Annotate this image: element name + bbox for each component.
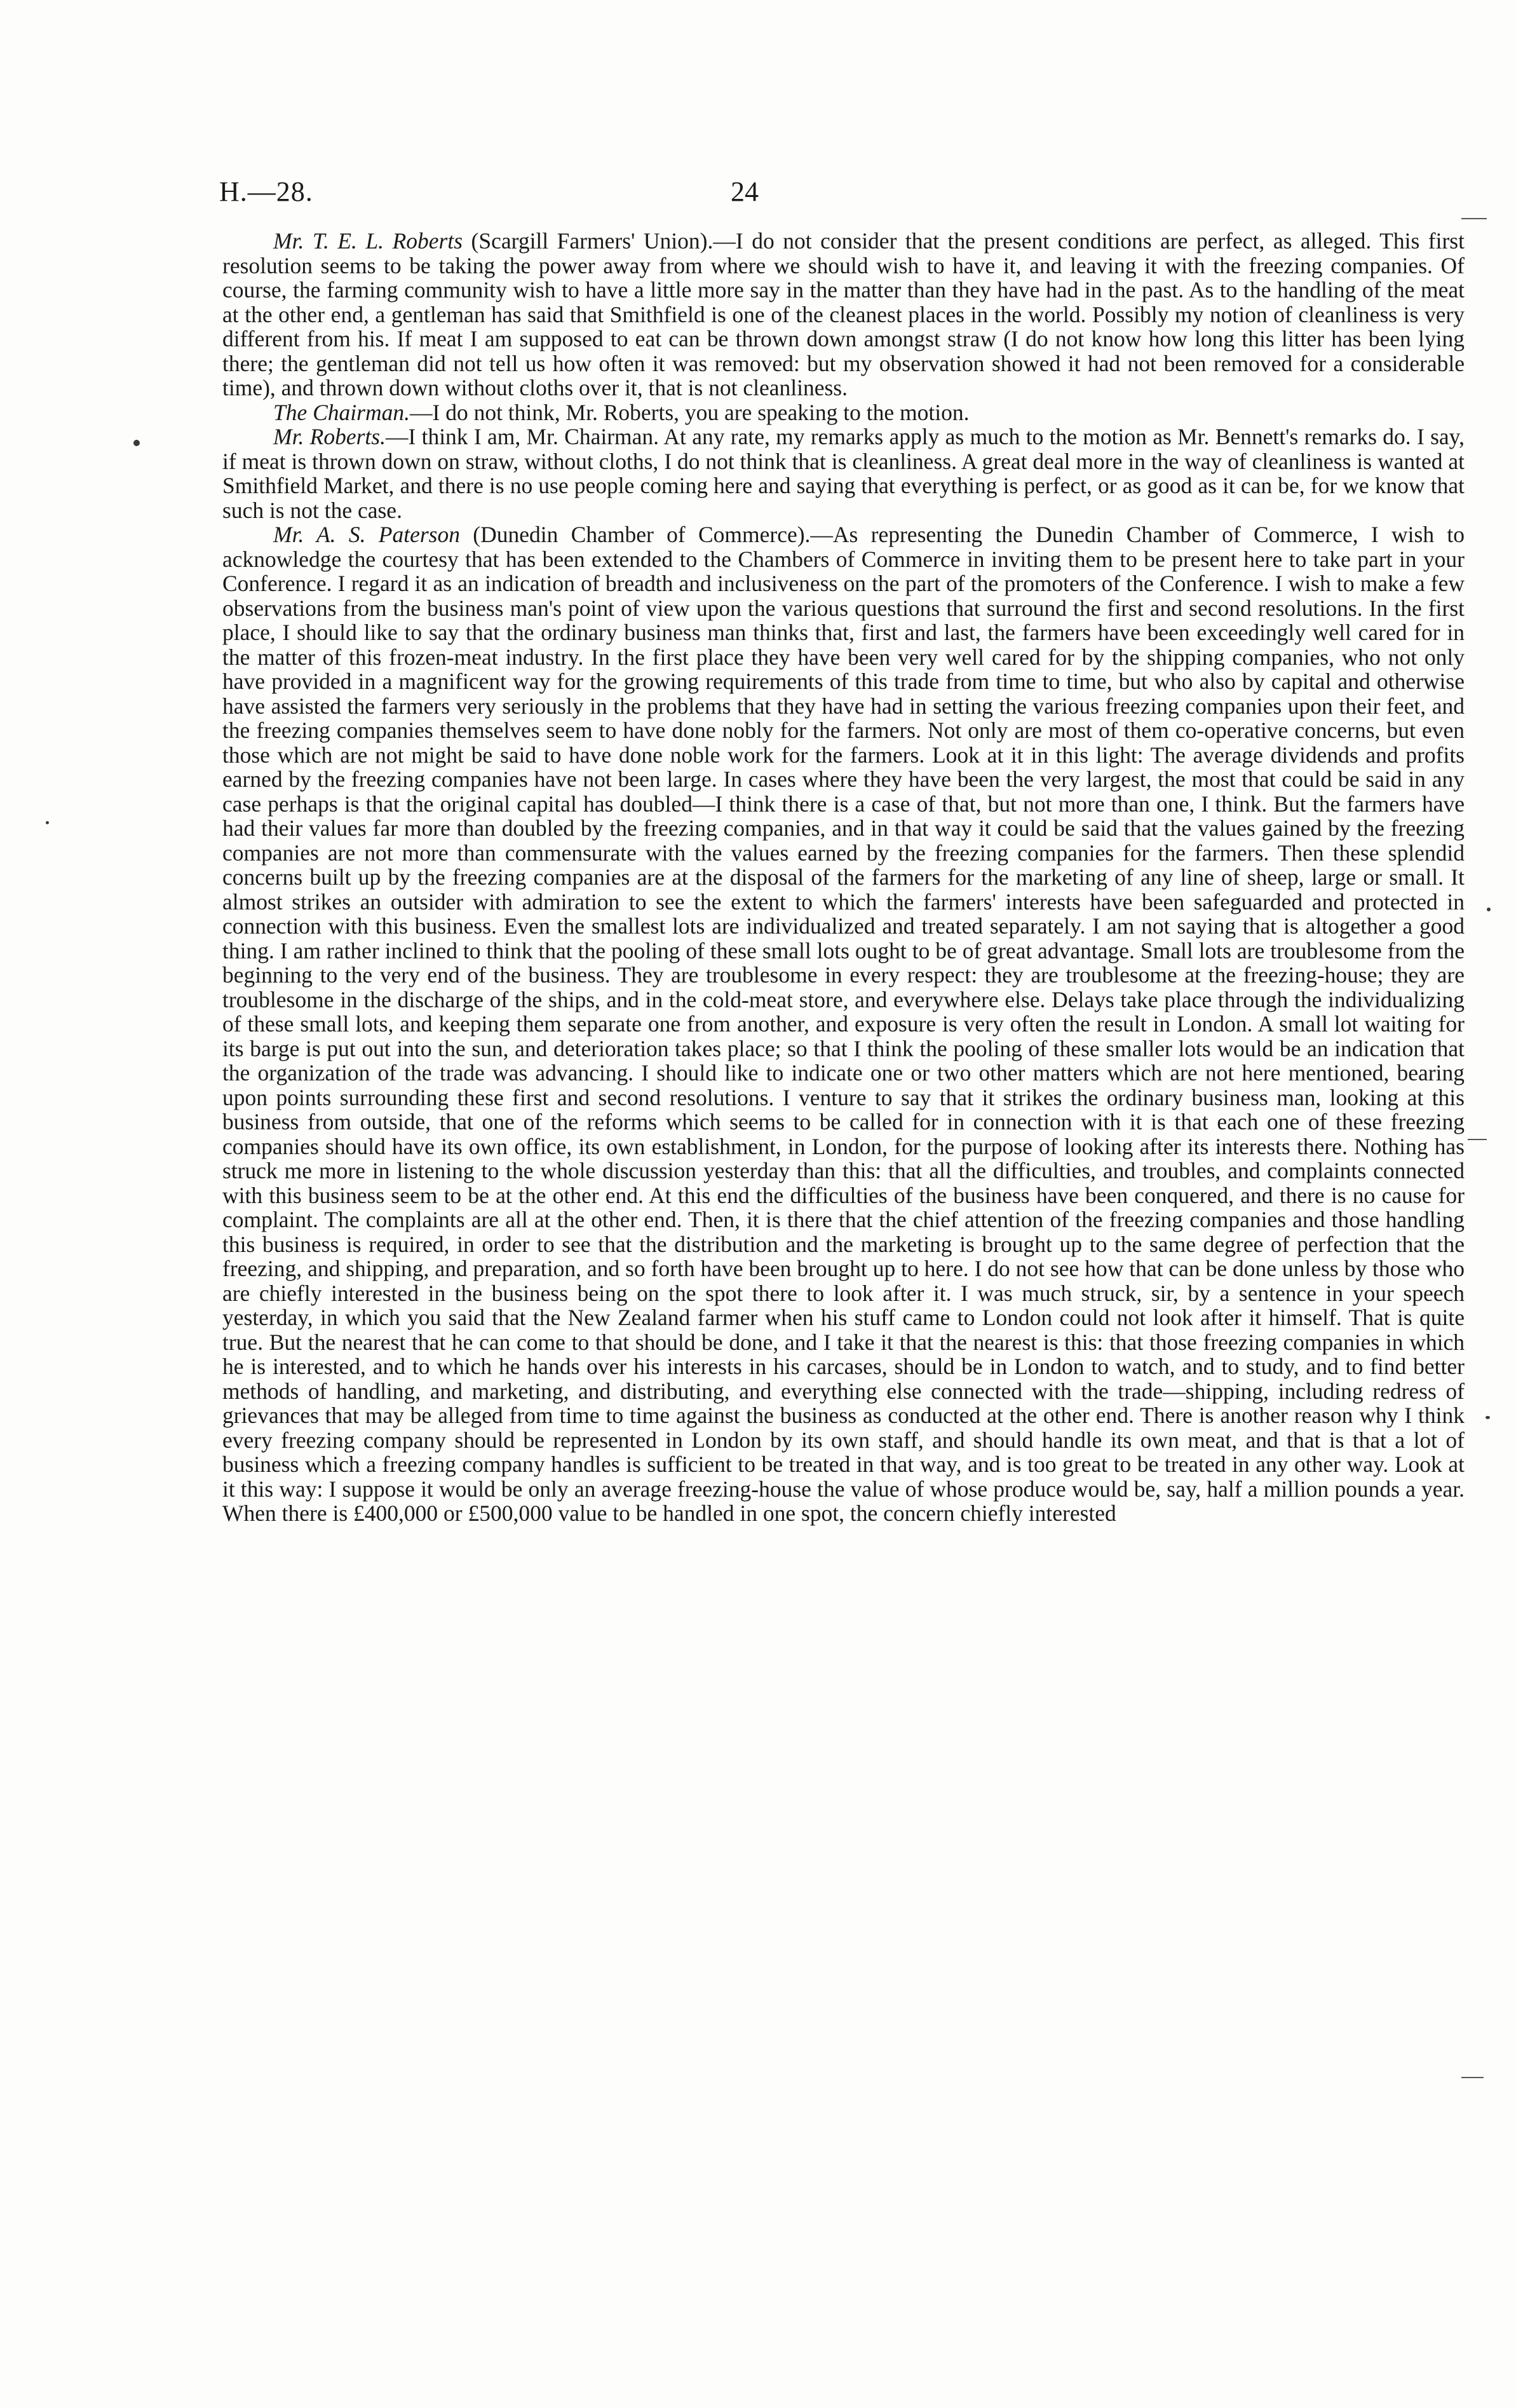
speaker-name: Mr. A. S. Paterson xyxy=(273,522,460,547)
paragraph-roberts-1 xyxy=(222,229,1465,400)
speaker-name: Mr. T. E. L. Roberts xyxy=(273,228,463,254)
scan-speck xyxy=(1487,908,1491,911)
paragraph-text: —I do not think, Mr. Roberts, you are speaking to the motion. xyxy=(410,399,970,425)
paragraph-chairman xyxy=(222,400,1465,425)
paragraph-text: —I think I am, Mr. Chairman. At any rate, my remarks apply as much to the motion as Mr. Bennett's remarks do. I say, if meat is thrown down on straw, without cloths, I do not think that is cleanliness. A great deal more in the way of cleanliness is wanted at Smithfield Market, and there is no use people coming here and saying that everything is perfect, or as good as it can be, for we know that such is not the case. xyxy=(222,424,1465,523)
scan-edge-mark xyxy=(1461,2077,1484,2078)
scan-speck xyxy=(46,821,49,824)
paragraph-text: (Dunedin Chamber of Commerce).—As representing the Dunedin Chamber of Commerce, I wish to acknowledge the courtesy that has been extended to the Chambers of Commerce in inviting them to be present here to take part in your Conference. I regard it as an indication of breadth and inclusiveness on the part of the promoters of the Conference. I wish to make a few observations from the business man's point of view upon the various questions that surround the first and second resolutions. In the first place, I should like to say that the ordinary business man thinks that, first and last, the farmers have been exceedingly well cared for in the matter of this frozen-meat industry. In the first place they have been very well cared for by the shipping companies, who not only have provided in a magnificent way for the growing requirements of this trade from time to time, but who also by capital and otherwise have assisted the farmers very seriously in the problems that they have had in setting the various freezing companies upon their feet, and the freezing companies themselves seem to have done nobly for the farmers. Not only are most of them co-operative concerns, but even those which are not might be said to have done noble work for the farmers. Look at it in this light: The average dividends and profits earned by the freezing companies have not been large. In cases where they have been the very largest, the most that could be said in any case perhaps is that the original capital has doubled—I think there is a case of that, but not more than one, I think. But the farmers have had their values far more than doubled by the freezing companies, and in that way it could be said that the values gained by the freezing companies are not more than commensurate with the values earned by the freezing companies for the farmers. Then these splendid concerns built up by the freezing companies are at the disposal of the farmers for the marketing of any line of sheep, large or small. It almost strikes an outsider with admiration to see the extent to which the farmers' interests have been safeguarded and protected in connection with this business. Even the smallest lots are individualized and treated separately. I am not saying that is altogether a good thing. I am rather inclined to think that the pooling of these small lots ought to be of great advantage. Small lots are troublesome from the beginning to the very end of the business. They are troublesome in every respect: they are troublesome at the freezing-house; they are troublesome in the discharge of the ships, and in the cold-meat store, and everywhere else. Delays take place through the individualizing of these small lots, and keeping them separate one from another, and exposure is very often the result in London. A small lot waiting for its barge is put out into the sun, and deterioration takes place; so that I think the pooling of these smaller lots would be an indication that the organization of the trade was advancing. I should like to indicate one or two other matters which are not here mentioned, bearing upon points surrounding these first and second resolutions. I venture to say that it strikes the ordinary business man, looking at this business from outside, that one of the reforms which seems to be called for in connection with it is that each one of these freezing companies should have its own office, its own establishment, in London, for the purpose of looking after its interests there. Nothing has struck me more in listening to the whole discussion yesterday than this: that all the difficulties, and troubles, and complaints connected with this business seem to be at the other end. At this end the difficulties of the business have been conquered, and there is no cause for complaint. The complaints are all at the other end. Then, it is there that the chief attention of the freezing companies and those handling this business is required, in order to see that the distribution and the marketing is brought up to the same degree of perfection that the freezing, and shipping, and preparation, and so forth have been brought up to here. I do not see how that can be done unless by those who are chiefly interested in the business being on the spot there to look after it. I was much struck, sir, by a sentence in your speech yesterday, in which you said that the New Zealand farmer when his stuff came to London could not look after it himself. That is quite true. But the nearest that he can come to that should be done, and I take it that the nearest is this: that those freezing companies in which he is interested, and to which he hands over his interests in his carcases, should be in London to watch, and to study, and to find better methods of handling, and marketing, and distributing, and everything else connected with the trade—shipping, including redress of grievances that may be alleged from time to time against the business as conducted at the other end. There is another reason why I think every freezing company should be represented in London by its own staff, and should handle its own meat, and that is that a lot of business which a freezing company handles is sufficient to be treated in that way, and is too great to be treated in any other way. Look at it this way: I suppose it would be only an average freezing-house the value of whose produce would be, say, half a million pounds a year. When there is £400,000 or £500,000 value to be handled in one spot, the concern chiefly interested xyxy=(222,522,1465,1526)
paragraph-roberts-2 xyxy=(222,425,1465,522)
speaker-name: The Chairman. xyxy=(273,399,410,425)
running-head xyxy=(219,173,1465,211)
paragraph-paterson xyxy=(222,522,1465,1526)
scan-speck xyxy=(133,440,140,446)
paragraph-text: (Scargill Farmers' Union).—I do not consider that the present conditions are perfect, as alleged. This first resolution seems to be taking the power away from where we should wish to have it, and leaving it with the freezing companies. Of course, the farming community wish to have a little more say in the matter than they have had in the past. As to the handling of the meat at the other end, a gentleman has said that Smithfield is one of the cleanest places in the world. Possibly my notion of cleanliness is very different from his. If meat I am supposed to eat can be thrown down amongst straw (I do not know how long this litter has been lying there; the gentleman did not tell us how often it was removed: but my observation showed it had not been removed for a considerable time), and thrown down without cloths over it, that is not cleanliness. xyxy=(222,228,1465,400)
document-reference: H.—28. xyxy=(219,176,313,207)
scan-speck xyxy=(1486,1416,1490,1419)
body-text xyxy=(222,229,1465,1526)
page-number: 24 xyxy=(731,176,759,207)
scan-edge-mark xyxy=(1461,218,1487,219)
scan-edge-mark xyxy=(1468,1139,1487,1140)
speaker-name: Mr. Roberts. xyxy=(273,424,386,449)
